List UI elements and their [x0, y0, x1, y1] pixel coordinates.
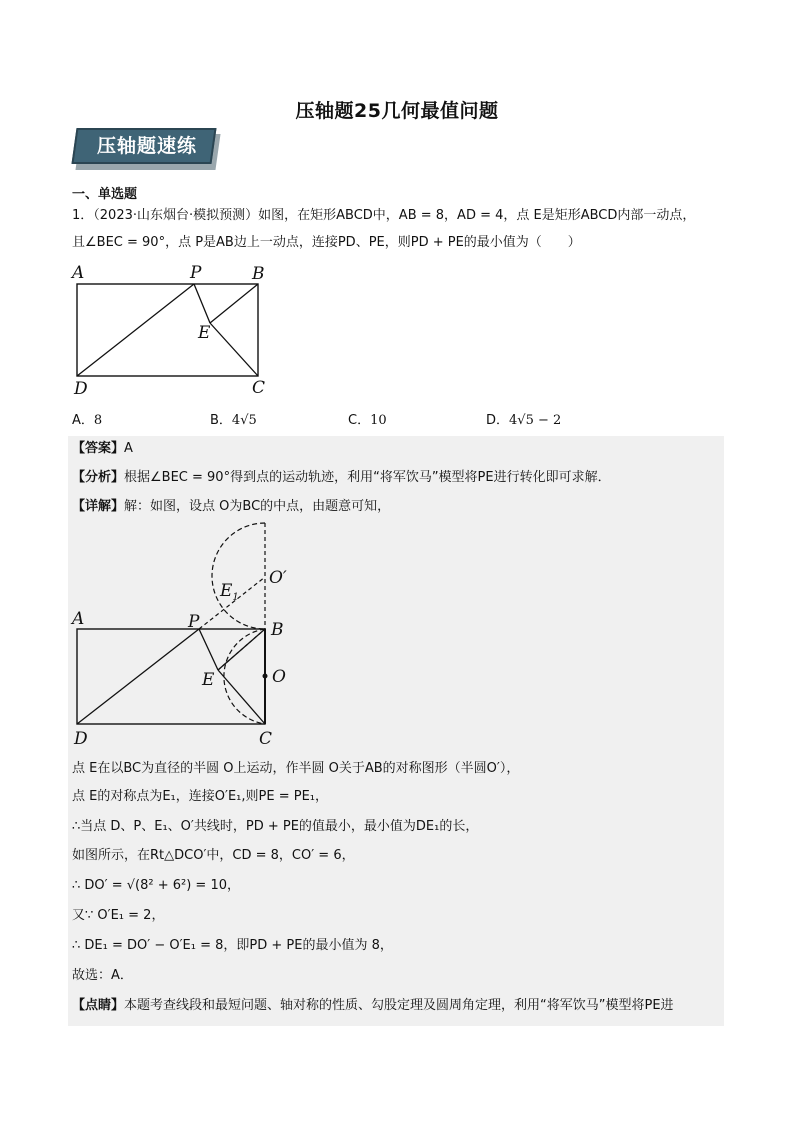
- figure-1: [66, 262, 286, 402]
- label-a-2: A: [72, 609, 85, 629]
- label-a: A: [72, 263, 85, 283]
- solution-line-4: 如图所示，在Rt△DCO′中，CD = 8，CO′ = 6，: [72, 848, 355, 863]
- answer-tag: 【答案】: [72, 441, 125, 456]
- option-b[interactable]: B．4√5: [210, 413, 257, 428]
- segment-eb: [210, 284, 258, 323]
- label-e-2: E: [202, 670, 215, 690]
- label-b: B: [252, 264, 265, 284]
- solution-line-1: 点 E在以BC为直径的半圆 O上运动，作半圆 O关于AB的对称图形（半圆O′），: [72, 761, 520, 776]
- figure-2: [66, 520, 306, 750]
- label-d: D: [74, 379, 88, 399]
- question-number: 1．: [72, 208, 94, 223]
- segment-ec: [218, 670, 265, 724]
- analysis-row: [72, 469, 611, 487]
- analysis-text: 根据∠BEC = 90°得到点的运动轨迹，利用“将军饮马”模型将PE进行转化即可求解．: [124, 470, 611, 485]
- option-c[interactable]: C．10: [348, 413, 387, 428]
- section-banner: [74, 124, 220, 172]
- question-line-2: 且∠BEC = 90°，点 P是AB边上一动点，连接PD、PE，则PD + PE的最小值为（ ）: [72, 235, 581, 250]
- solution-line-7: ∴ DE₁ = DO′ − O′E₁ = 8，即PD + PE的最小值为 8，: [72, 938, 393, 953]
- label-d-2: D: [74, 729, 88, 749]
- rect-abcd: [77, 284, 258, 376]
- label-c: C: [252, 378, 266, 398]
- answer-value: A: [124, 441, 133, 456]
- segment-ec: [210, 323, 258, 376]
- label-p: P: [190, 263, 202, 283]
- detail-text: 解：如图，设点 O为BC的中点，由题意可知，: [124, 499, 391, 514]
- comment-row: [72, 997, 674, 1015]
- page-title: 压轴题25几何最值问题: [295, 100, 499, 122]
- section-heading: 一、单选题: [72, 187, 138, 202]
- detail-tag: 【详解】: [72, 499, 125, 514]
- solution-line-8: 故选：A．: [72, 968, 133, 983]
- answer-row: [72, 440, 133, 458]
- label-o: O: [272, 667, 286, 687]
- semicircle-o-prime: [212, 523, 265, 629]
- label-e: E: [198, 323, 211, 343]
- solution-line-3: ∴当点 D、P、E₁、O′共线时，PD + PE的值最小，最小值为DE₁的长，: [72, 819, 479, 834]
- segment-pe: [199, 629, 218, 670]
- solution-line-5: ∴ DO′ = √(8² + 6²) = 10，: [72, 878, 241, 893]
- banner-text: 压轴题速练: [96, 135, 197, 157]
- segment-pe: [194, 284, 210, 323]
- segment-pd: [77, 284, 194, 376]
- question-source: （2023·山东烟台·模拟预测）: [93, 208, 259, 223]
- option-a[interactable]: A．8: [72, 413, 103, 428]
- label-e1: $E_1$: [220, 581, 239, 603]
- comment-text: 本题考查线段和最短问题、轴对称的性质、勾股定理及圆周角定理，利用“将军饮马”模型将PE进: [124, 998, 674, 1013]
- segment-dp: [77, 629, 199, 724]
- solution-line-6: 又∵ O′E₁ = 2，: [72, 908, 165, 923]
- analysis-tag: 【分析】: [72, 470, 125, 485]
- solution-line-2: 点 E的对称点为E₁，连接O′E₁,则PE = PE₁，: [72, 789, 328, 804]
- label-b-2: B: [271, 620, 284, 640]
- semicircle-o: [224, 629, 265, 724]
- question-line-1: [72, 207, 695, 225]
- label-o-prime: O′: [269, 568, 287, 588]
- question-text-1: 如图，在矩形ABCD中，AB = 8，AD = 4，点 E是矩形ABCD内部一动点，: [258, 208, 696, 223]
- detail-row: [72, 498, 390, 516]
- option-d[interactable]: D．4√5 − 2: [486, 413, 562, 428]
- point-o: [263, 674, 268, 679]
- label-p-2: P: [188, 612, 200, 632]
- comment-tag: 【点睛】: [72, 998, 125, 1013]
- label-c-2: C: [259, 729, 273, 749]
